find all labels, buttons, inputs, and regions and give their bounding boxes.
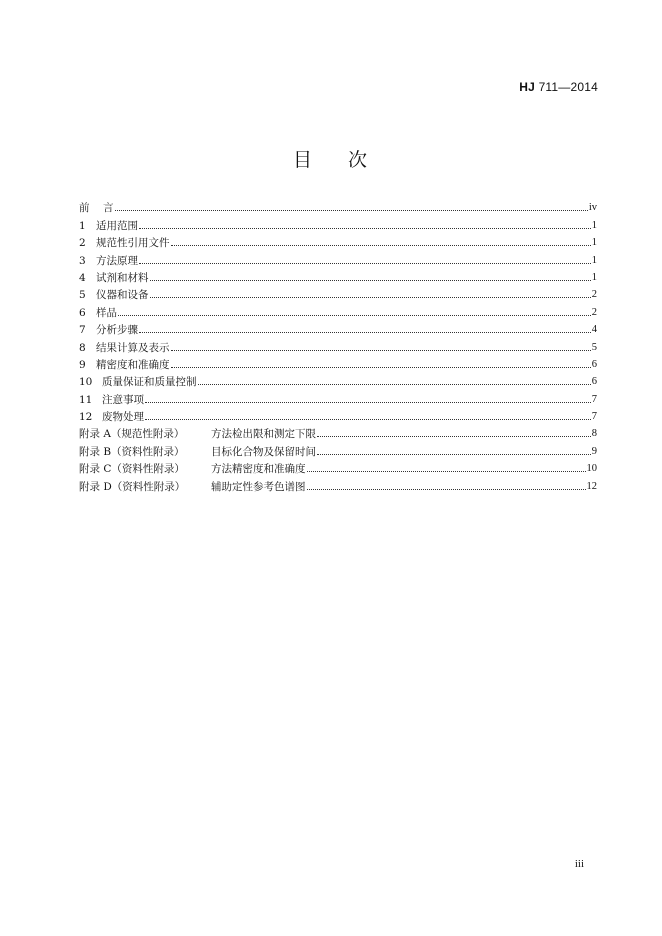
toc-entry[interactable] [79, 336, 597, 353]
toc-entry-title: 样品 [96, 306, 117, 319]
standard-number: 711—2014 [538, 80, 598, 94]
page-number: iii [574, 858, 584, 870]
toc-appendix-entry[interactable] [79, 440, 597, 457]
toc-entry-number: 10 [79, 376, 93, 389]
toc-entry[interactable] [79, 301, 597, 318]
toc-entry-title: 分析步骤 [96, 324, 138, 337]
toc-entry-page: 7 [591, 411, 597, 423]
toc-entry-page: 9 [591, 445, 597, 457]
toc-entry-number: 5 [79, 289, 86, 302]
leader-dots [139, 331, 591, 333]
leader-dots [115, 209, 588, 211]
toc-entry-title: 试剂和材料 [96, 271, 149, 284]
leader-dots [307, 470, 586, 472]
appendix-label: 附录 D（资料性附录） [79, 480, 186, 493]
toc-appendix-entry[interactable] [79, 458, 597, 475]
appendix-title: 方法检出限和测定下限 [211, 428, 316, 441]
toc-entry-number: 11 [79, 393, 93, 406]
appendix-label: 附录 A（规范性附录） [79, 428, 185, 441]
standard-code [519, 80, 598, 94]
toc-entry[interactable] [79, 406, 597, 423]
toc-entry-number: 4 [79, 271, 86, 284]
toc-entry[interactable] [79, 354, 597, 371]
toc-entry-page: 2 [591, 289, 597, 301]
appendix-title: 方法精密度和准确度 [211, 463, 306, 476]
toc-entry[interactable] [79, 214, 597, 231]
leader-dots [198, 383, 591, 385]
toc-entry[interactable] [79, 232, 597, 249]
appendix-title: 辅助定性参考色谱图 [211, 480, 306, 493]
appendix-label: 附录 B（资料性附录） [79, 445, 185, 458]
toc-entry-title: 规范性引用文件 [96, 237, 170, 250]
toc-entry-page: 6 [591, 358, 597, 370]
toc-entry-page: 10 [586, 463, 597, 475]
title-char-1: 目 [292, 149, 314, 171]
leader-dots [171, 366, 591, 368]
toc-entry-foreword[interactable] [79, 197, 597, 214]
toc-entry[interactable] [79, 249, 597, 266]
title-char-2: 次 [348, 149, 370, 171]
toc-entry-number: 2 [79, 237, 86, 250]
toc-entry-page: 5 [591, 341, 597, 353]
toc-entry-number: 12 [79, 411, 93, 424]
toc-entry-title: 废物处理 [102, 411, 144, 424]
leader-dots [139, 262, 591, 264]
toc-appendix-entry[interactable] [79, 423, 597, 440]
appendix-title: 目标化合物及保留时间 [211, 445, 316, 458]
toc-entry-number: 1 [79, 219, 86, 232]
toc-entry-page: 7 [591, 393, 597, 405]
toc-entry-title: 注意事项 [102, 393, 144, 406]
toc-entry-page: 1 [591, 219, 597, 231]
toc-entry-page: 1 [591, 254, 597, 266]
toc-entry-page: 12 [586, 480, 597, 492]
toc-entry-page: iv [588, 202, 597, 214]
toc-entry-number: 8 [79, 341, 86, 354]
leader-dots [317, 435, 591, 437]
toc-entry-title: 精密度和准确度 [96, 358, 170, 371]
toc-entry-number: 6 [79, 306, 86, 319]
appendix-label: 附录 C（资料性附录） [79, 463, 185, 476]
leader-dots [139, 227, 591, 229]
toc-entry-number: 3 [79, 254, 86, 267]
leader-dots [307, 488, 586, 490]
toc-entry-title: 言 [103, 202, 114, 215]
toc-entry-title: 结果计算及表示 [96, 341, 170, 354]
leader-dots [150, 279, 591, 281]
toc-entry[interactable] [79, 388, 597, 405]
toc-entry-page: 2 [591, 306, 597, 318]
toc-entry-title: 仪器和设备 [96, 289, 149, 302]
toc-entry-number: 9 [79, 358, 86, 371]
toc-entry[interactable] [79, 267, 597, 284]
page-title [0, 145, 662, 172]
table-of-contents [79, 197, 597, 493]
leader-dots [145, 401, 591, 403]
toc-entry-number: 7 [79, 324, 86, 337]
toc-entry-title: 质量保证和质量控制 [102, 376, 197, 389]
toc-entry[interactable] [79, 319, 597, 336]
toc-appendix-entry[interactable] [79, 475, 597, 492]
leader-dots [118, 314, 591, 316]
toc-entry-page: 1 [591, 237, 597, 249]
toc-entry-title: 适用范围 [96, 219, 138, 232]
toc-entry-page: 4 [591, 324, 597, 336]
toc-entry-title: 方法原理 [96, 254, 138, 267]
standard-prefix: HJ [519, 80, 536, 94]
toc-entry-number: 前 [79, 202, 90, 215]
leader-dots [317, 453, 591, 455]
toc-entry-page: 1 [591, 271, 597, 283]
leader-dots [150, 296, 591, 298]
toc-entry-page: 8 [591, 428, 597, 440]
toc-entry[interactable] [79, 371, 597, 388]
leader-dots [171, 244, 591, 246]
leader-dots [145, 418, 591, 420]
toc-entry[interactable] [79, 284, 597, 301]
leader-dots [171, 349, 591, 351]
toc-entry-page: 6 [591, 376, 597, 388]
